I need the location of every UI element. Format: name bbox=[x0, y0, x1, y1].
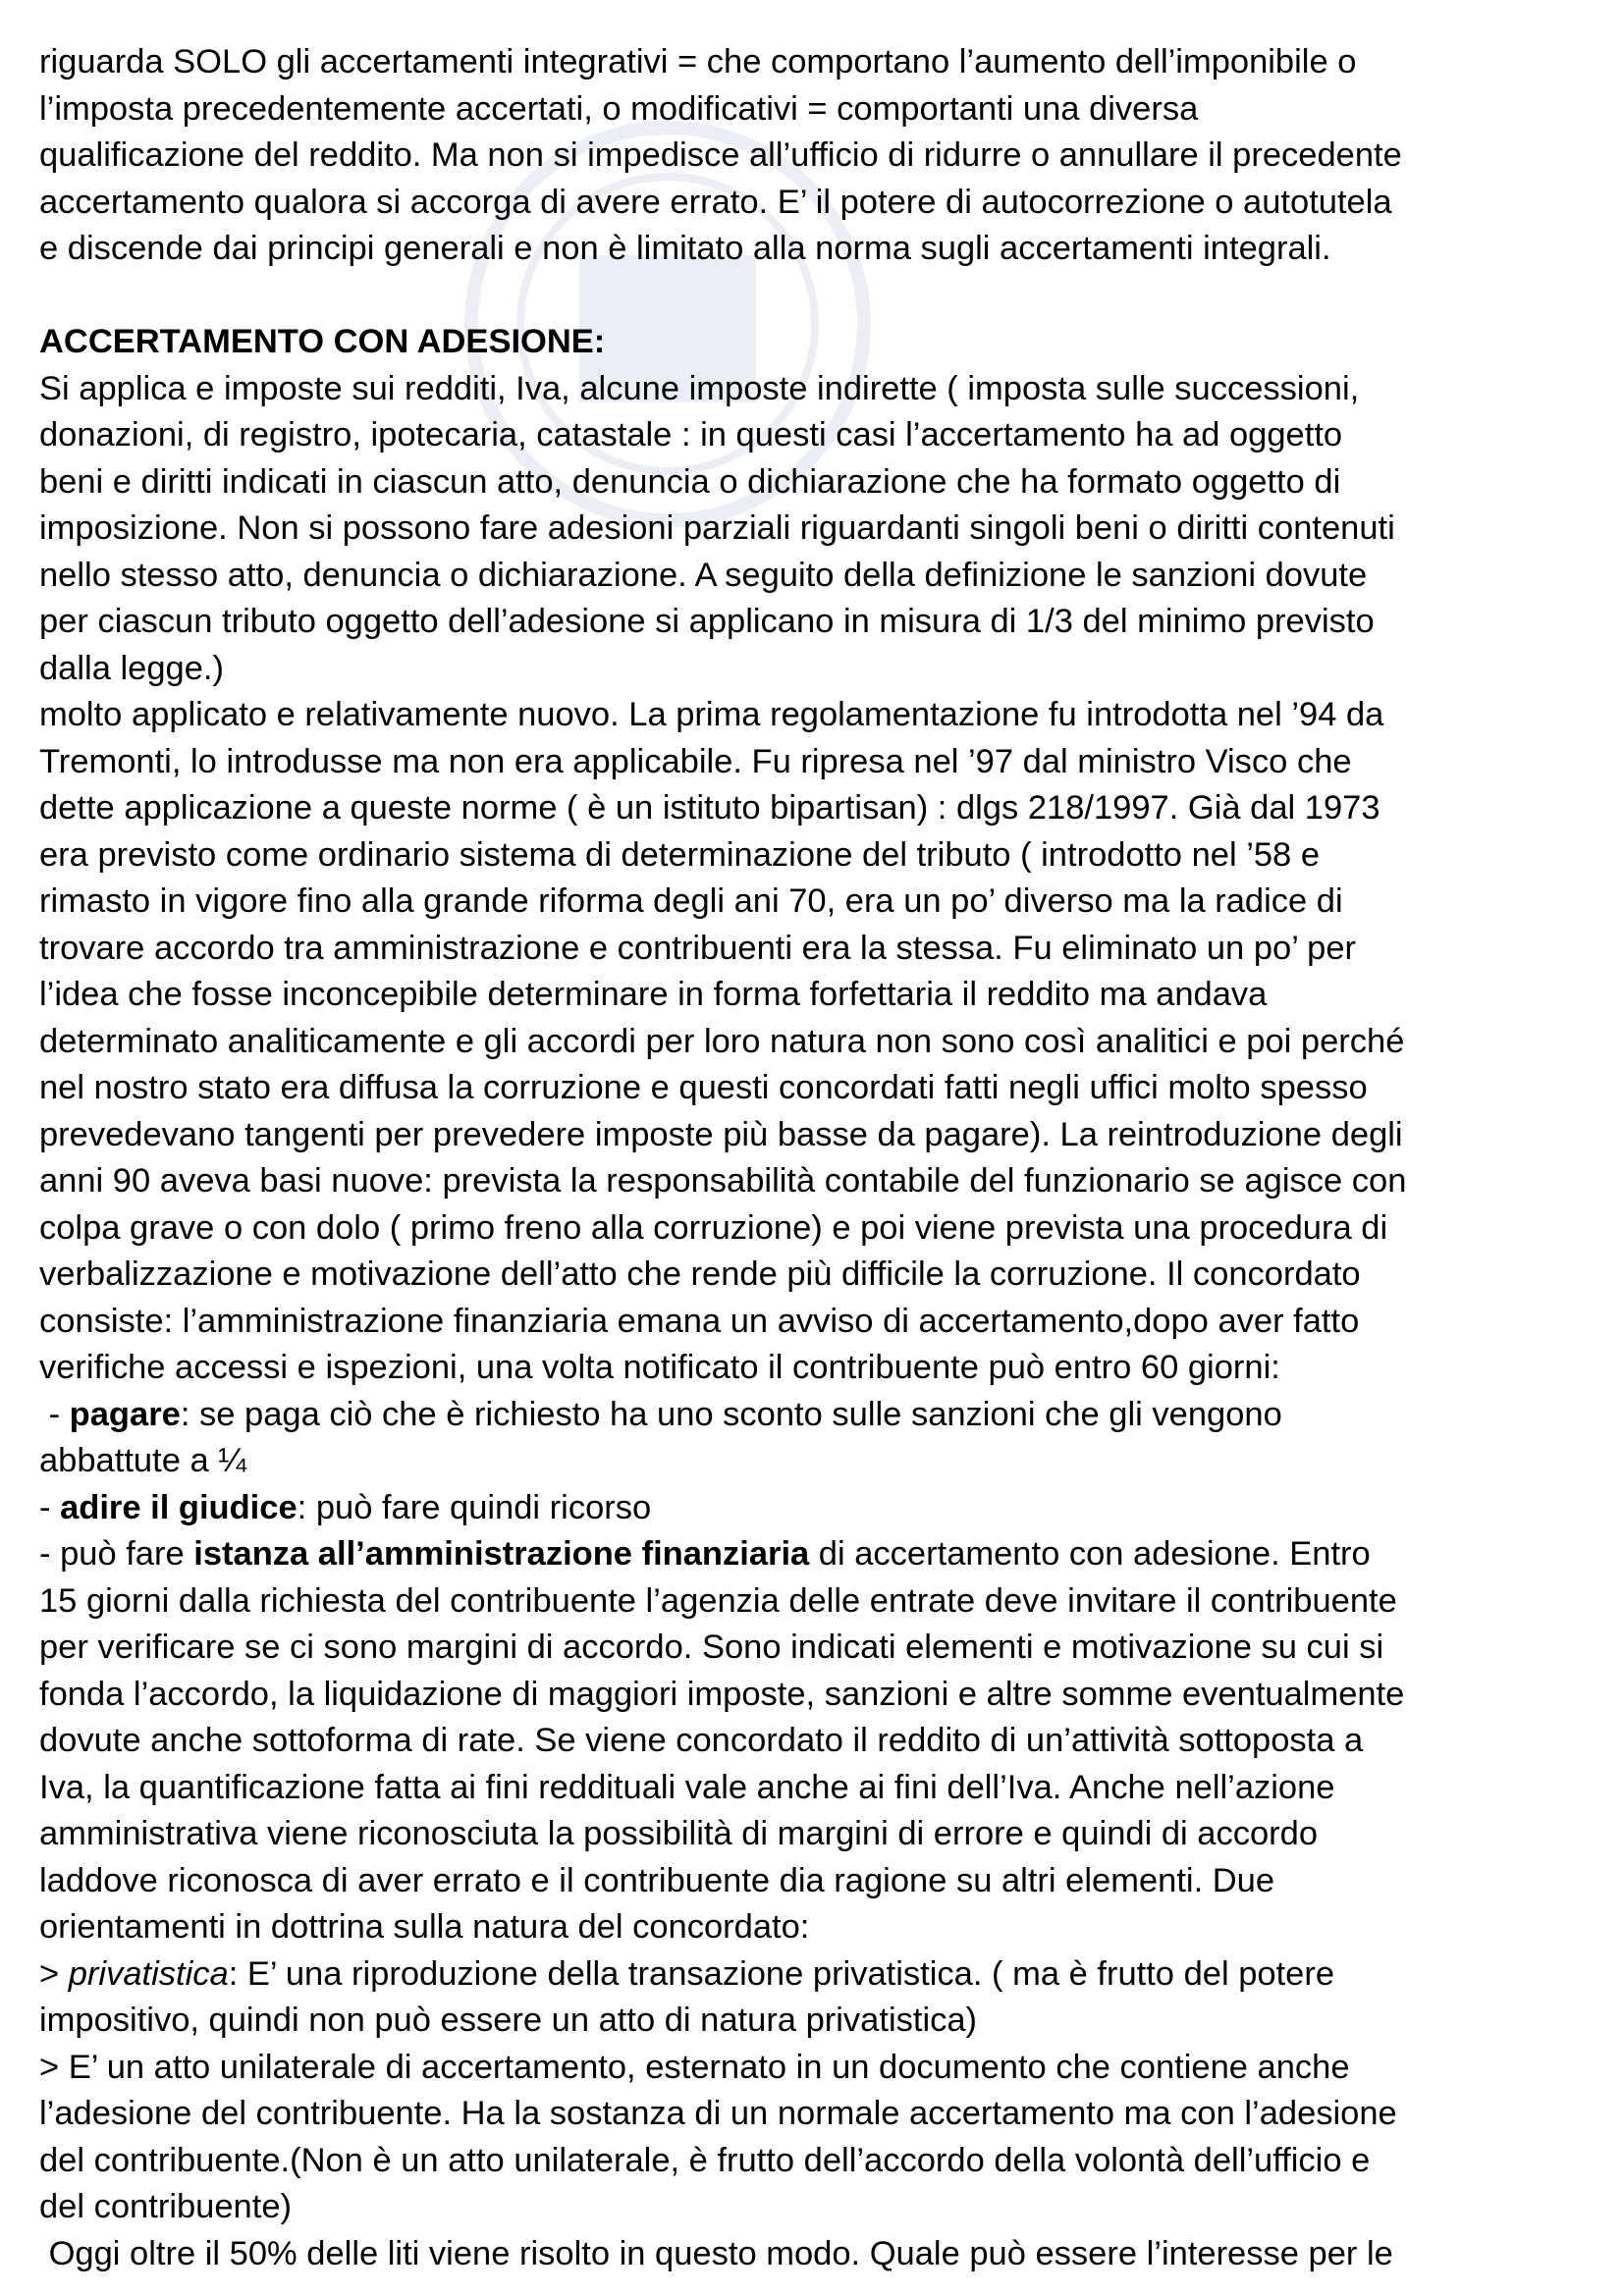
text-line: nel nostro stato era diffusa la corruzione e questi concordati fatti negli uffici molto spesso bbox=[39, 1069, 1368, 1106]
text-line: per ciascun tributo oggetto dell’adesione si applicano in misura di 1/3 del minimo previsto bbox=[39, 603, 1375, 640]
text-line bbox=[39, 1951, 1600, 1999]
text-line: riguarda SOLO gli accertamenti integrativi = che comportano l’aumento dell’imponibile o bbox=[39, 43, 1357, 80]
bold-term: adire il giudice bbox=[60, 1488, 298, 1526]
list-text: : se paga ciò che è richiesto ha uno sconto sulle sanzioni che gli vengono bbox=[180, 1395, 1282, 1433]
text-line: l’adesione del contribuente. Ha la sostanza di un normale accertamento ma con l’adesione bbox=[39, 2095, 1397, 2132]
text-line: accertamento qualora si accorga di avere errato. E’ il potere di autocorrezione o autotutela bbox=[39, 183, 1392, 221]
list-prefix: > bbox=[39, 1954, 69, 1993]
text-line: beni e diritti indicati in ciascun atto, denuncia o dichiarazione che ha formato oggetto di bbox=[39, 462, 1341, 501]
text-line: Si applica e imposte sui redditi, Iva, alcune imposte indirette ( imposta sulle successioni, bbox=[39, 369, 1360, 407]
text-line: l’imposta precedentemente accertati, o modificativi = comportanti una diversa bbox=[39, 89, 1199, 128]
paragraph-adesione bbox=[39, 366, 1600, 1392]
list-prefix: - bbox=[39, 1395, 70, 1433]
paragraph-unilaterale bbox=[39, 2045, 1600, 2278]
list-item-privatistica bbox=[39, 1951, 1600, 2045]
text-line bbox=[39, 1485, 1600, 1532]
text-line: trovare accordo tra amministrazione e contribuenti era la stessa. Fu eliminato un po’ per bbox=[39, 929, 1357, 967]
text-line: Tremonti, lo introdusse ma non era applicabile. Fu ripresa nel ’97 dal ministro Visco che bbox=[39, 742, 1352, 780]
blank-line bbox=[39, 273, 1600, 320]
text-line: orientamenti in dottrina sulla natura del concordato: bbox=[39, 1908, 810, 1946]
text-line: impositivo, quindi non può essere un atto di natura privatistica) bbox=[39, 2002, 978, 2039]
list-item-pagare bbox=[39, 1392, 1600, 1485]
text-line: molto applicato e relativamente nuovo. La prima regolamentazione fu introdotta nel ’94 da bbox=[39, 696, 1384, 733]
text-line: era previsto come ordinario sistema di determinazione del tributo ( introdotto nel ’58 e bbox=[39, 835, 1321, 874]
list-item-adire bbox=[39, 1485, 1600, 1532]
text-line: rimasto in vigore fino alla grande riforma degli ani 70, era un po’ diverso ma la radice di bbox=[39, 882, 1343, 920]
text-line: 15 giorni dalla richiesta del contribuente l’agenzia delle entrate deve invitare il contribuente bbox=[39, 1581, 1397, 1620]
text-line: laddove riconosca di aver errato e il contribuente dia ragione su altri elementi. Due bbox=[39, 1861, 1275, 1899]
text-line: verifiche accessi e ispezioni, una volta notificato il contribuente può entro 60 giorni: bbox=[39, 1349, 1280, 1386]
text-line bbox=[39, 1392, 1600, 1439]
text-line: imposizione. Non si possono fare adesioni parziali riguardanti singoli beni o diritti contenuti bbox=[39, 509, 1395, 547]
list-text: di accertamento con adesione. Entro bbox=[809, 1535, 1371, 1573]
text-line: donazioni, di registro, ipotecaria, catastale : in questi casi l’accertamento ha ad oggetto bbox=[39, 416, 1343, 454]
text-line: per verificare se ci sono margini di accordo. Sono indicati elementi e motivazione su cui si bbox=[39, 1629, 1384, 1666]
text-line: anni 90 aveva basi nuove: prevista la responsabilità contabile del funzionario se agisce con bbox=[39, 1162, 1407, 1200]
text-line: dovute anche sottoforma di rate. Se viene concordato il reddito di un’attività sottoposta a bbox=[39, 1722, 1364, 1759]
text-line: del contribuente.(Non è un atto unilaterale, è frutto dell’accordo della volontà dell’ufficio e bbox=[39, 2141, 1371, 2179]
text-line: verbalizzazione e motivazione dell’atto che rende più difficile la corruzione. Il concordato bbox=[39, 1255, 1361, 1293]
text-line: amministrativa viene riconosciuta la possibilità di margini di errore e quindi di accordo bbox=[39, 1815, 1319, 1852]
paragraph-procedura bbox=[39, 1578, 1600, 1951]
list-item-istanza bbox=[39, 1531, 1600, 1578]
list-prefix: - bbox=[39, 1488, 61, 1526]
paragraph-autotutela bbox=[39, 39, 1600, 273]
text-line: Oggi oltre il 50% delle liti viene risolto in questo modo. Quale può essere l’interesse per le bbox=[39, 2234, 1393, 2272]
text-line: dalla legge.) bbox=[39, 649, 224, 687]
text-line: qualificazione del reddito. Ma non si impedisce all’ufficio di ridurre o annullare il precedente bbox=[39, 136, 1402, 174]
section-heading: ACCERTAMENTO CON ADESIONE: bbox=[39, 323, 606, 360]
list-text: : E’ una riproduzione della transazione privatistica. ( ma è frutto del potere bbox=[228, 1954, 1335, 1993]
italic-term: privatistica bbox=[68, 1954, 229, 1993]
text-line: colpa grave o con dolo ( primo freno alla corruzione) e poi viene prevista una procedura di bbox=[39, 1208, 1388, 1247]
bold-term: istanza all’amministrazione finanziaria bbox=[193, 1535, 810, 1573]
text-line: Iva, la quantificazione fatta ai fini reddituali vale anche ai fini dell’Iva. Anche nell’azione bbox=[39, 1768, 1335, 1806]
text-line: fonda l’accordo, la liquidazione di maggiori imposte, sanzioni e altre somme eventualmente bbox=[39, 1675, 1405, 1713]
text-line: l’idea che fosse inconcepibile determinare in forma forfettaria il reddito ma andava bbox=[39, 976, 1268, 1013]
text-line bbox=[39, 1531, 1600, 1578]
text-line: > E’ un atto unilaterale di accertamento, esternato in un documento che contiene anche bbox=[39, 2048, 1350, 2086]
list-prefix: - può fare bbox=[39, 1535, 194, 1573]
document-page bbox=[39, 39, 1600, 2277]
text-line: prevedevano tangenti per prevedere imposte più basse da pagare). La reintroduzione degli bbox=[39, 1115, 1403, 1153]
text-line: del contribuente) bbox=[39, 2188, 292, 2225]
text-line: e discende dai principi generali e non è limitato alla norma sugli accertamenti integrali. bbox=[39, 230, 1331, 267]
text-line: determinato analiticamente e gli accordi per loro natura non sono così analitici e poi perché bbox=[39, 1022, 1405, 1060]
list-text: : può fare quindi ricorso bbox=[297, 1488, 652, 1526]
text-line: consiste: l’amministrazione finanziaria emana un avviso di accertamento,dopo aver fatto bbox=[39, 1302, 1360, 1340]
text-line: dette applicazione a queste norme ( è un istituto bipartisan) : dlgs 218/1997. Già dal 1973 bbox=[39, 789, 1380, 827]
text-line: nello stesso atto, denuncia o dichiarazione. A seguito della definizione le sanzioni dovute bbox=[39, 556, 1368, 594]
bold-term: pagare bbox=[69, 1395, 181, 1433]
text-line: abbattute a ¼ bbox=[39, 1442, 247, 1479]
